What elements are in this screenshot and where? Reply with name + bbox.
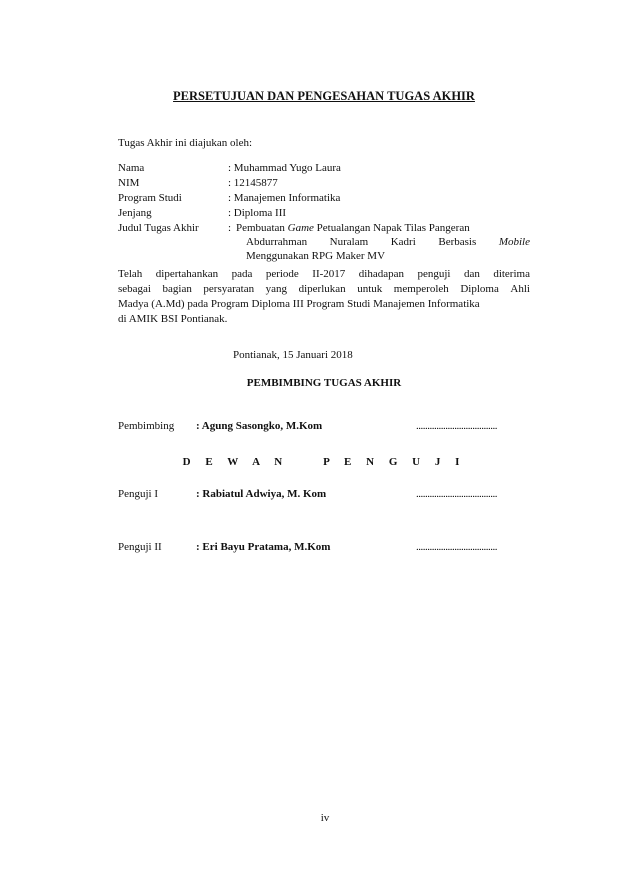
- info-row-program-studi: [118, 192, 530, 207]
- pembimbing-heading: PEMBIMBING TUGAS AKHIR: [246, 377, 402, 389]
- signature-line: ....................................: [416, 541, 497, 553]
- signature-row-pembimbing: [118, 420, 538, 434]
- paragraph-word: dihadapan: [358, 268, 404, 280]
- signature-line: ....................................: [416, 488, 497, 500]
- paragraph-word: bagian: [162, 283, 192, 295]
- info-label: Jenjang: [118, 207, 152, 219]
- paragraph-word: periode: [265, 268, 299, 280]
- paragraph-line-1: [118, 267, 530, 282]
- student-info: [118, 162, 530, 263]
- info-row-judul: [118, 222, 530, 263]
- signature-line: ....................................: [416, 420, 497, 432]
- paragraph-word: untuk: [357, 283, 383, 295]
- info-value: : Diploma III: [228, 207, 287, 219]
- page-number: iv: [320, 812, 330, 824]
- paragraph-word: II-2017: [312, 268, 346, 280]
- document-title: PERSETUJUAN DAN PENGESAHAN TUGAS AKHIR: [173, 89, 475, 103]
- paragraph-word: diperlukan: [298, 283, 346, 295]
- signature-row-penguji-1: [118, 488, 538, 502]
- paragraph-line-2: [118, 282, 530, 297]
- judul-word: Berbasis: [438, 235, 477, 248]
- info-row-nim: [118, 177, 530, 192]
- judul-text: Petualangan Napak Tilas Pangeran: [316, 222, 470, 234]
- judul-word: Abdurrahman: [246, 235, 308, 248]
- info-label: Judul Tugas Akhir: [118, 222, 199, 234]
- judul-word: Nuralam: [329, 235, 369, 248]
- info-label: Nama: [118, 162, 145, 174]
- info-value: : Muhammad Yugo Laura: [228, 162, 341, 174]
- signature-role: Pembimbing: [118, 420, 175, 432]
- signature-row-penguji-2: [118, 541, 538, 555]
- judul-italic: Game: [287, 222, 314, 234]
- paragraph-word: yang: [265, 283, 288, 295]
- paragraph-word: Diploma: [460, 283, 499, 295]
- judul-line-2: [236, 236, 530, 250]
- judul-line-3: Menggunakan RPG Maker MV: [246, 249, 386, 262]
- signature-name: : Eri Bayu Pratama, M.Kom: [196, 541, 331, 553]
- info-row-jenjang: [118, 207, 530, 222]
- paragraph-line-3: Madya (A.Md) pada Program Diploma III Program Studi Manajemen Informatika: [118, 298, 480, 310]
- info-value: : Manajemen Informatika: [228, 192, 341, 204]
- info-value: : 12145877: [228, 177, 278, 189]
- paragraph-word: memperoleh: [393, 283, 449, 295]
- info-label: Program Studi: [118, 192, 182, 204]
- paragraph-word: diterima: [493, 268, 530, 280]
- info-colon: :: [228, 222, 232, 234]
- paragraph-word: Ahli: [510, 283, 530, 295]
- dewan-penguji-heading: D E W A N P E N G U J I: [182, 456, 466, 468]
- paragraph-word: persyaratan: [203, 283, 255, 295]
- paragraph-line-4: di AMIK BSI Pontianak.: [118, 313, 228, 325]
- judul-italic: Mobile: [498, 235, 530, 248]
- signature-role: Penguji II: [118, 541, 162, 553]
- info-label: NIM: [118, 177, 140, 189]
- judul-value: [236, 222, 530, 263]
- judul-word: Kadri: [390, 235, 416, 248]
- paragraph-word: dan: [463, 268, 480, 280]
- intro-text: Tugas Akhir ini diajukan oleh:: [118, 137, 253, 149]
- paragraph-word: pada: [231, 268, 253, 280]
- paragraph-word: penguji: [417, 268, 451, 280]
- paragraph-word: Telah: [118, 268, 143, 280]
- signature-name: : Rabiatul Adwiya, M. Kom: [196, 488, 327, 500]
- signature-name: : Agung Sasongko, M.Kom: [196, 420, 323, 432]
- approval-paragraph: [118, 267, 530, 327]
- judul-line-1: [236, 222, 530, 236]
- place-date: Pontianak, 15 Januari 2018: [233, 349, 353, 361]
- info-row-nama: [118, 162, 530, 177]
- paragraph-word: dipertahankan: [155, 268, 219, 280]
- paragraph-word: sebagai: [118, 283, 151, 295]
- signature-role: Penguji I: [118, 488, 159, 500]
- judul-text: Pembuatan: [236, 222, 285, 234]
